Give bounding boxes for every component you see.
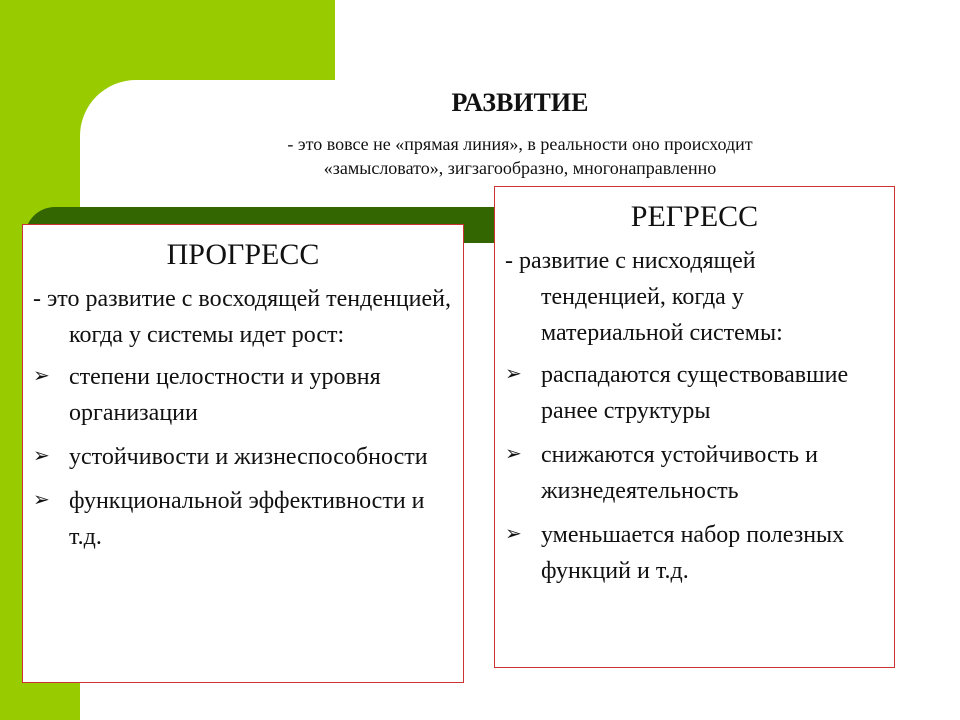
slide-subtitle [80, 132, 960, 180]
arrowhead-bullet-icon: ➢ [33, 365, 50, 387]
regress-list [495, 357, 894, 589]
list-item [495, 437, 894, 509]
list-item [495, 517, 894, 589]
list-item [495, 357, 894, 429]
arrowhead-bullet-icon: ➢ [33, 489, 50, 511]
list-item [23, 359, 463, 431]
list-item [23, 483, 463, 555]
arrowhead-bullet-icon: ➢ [505, 363, 522, 385]
regress-box [494, 186, 895, 668]
list-item-text: распадаются существовавшие ранее структуры [541, 362, 849, 424]
arrowhead-bullet-icon: ➢ [33, 445, 50, 467]
regress-intro: - развитие с нисходящей тенденцией, когда у материальной системы: [505, 248, 783, 346]
list-item-text: устойчивости и жизнеспособности [69, 444, 428, 470]
progress-intro: - это развитие с восходящей тенденцией, когда у системы идет рост: [33, 286, 452, 348]
list-item-text: степени целостности и уровня организации [69, 364, 381, 426]
arrowhead-bullet-icon: ➢ [505, 523, 522, 545]
list-item-text: снижаются устойчивость и жизнедеятельность [541, 442, 818, 504]
list-item-text: уменьшается набор полезных функций и т.д. [541, 522, 845, 584]
progress-list [23, 359, 463, 555]
subtitle-line-2: «замысловато», зигзагообразно, многонаправленно [323, 158, 717, 178]
list-item-text: функциональной эффективности и т.д. [69, 488, 425, 550]
subtitle-line-1: - это вовсе не «прямая линия», в реальности оно происходит [287, 134, 753, 154]
regress-title: РЕГРЕСС [630, 200, 759, 233]
arrowhead-bullet-icon: ➢ [505, 443, 522, 465]
slide-title: РАЗВИТИЕ [451, 88, 589, 117]
progress-box [22, 224, 464, 683]
progress-title: ПРОГРЕСС [166, 238, 320, 271]
list-item [23, 439, 463, 475]
